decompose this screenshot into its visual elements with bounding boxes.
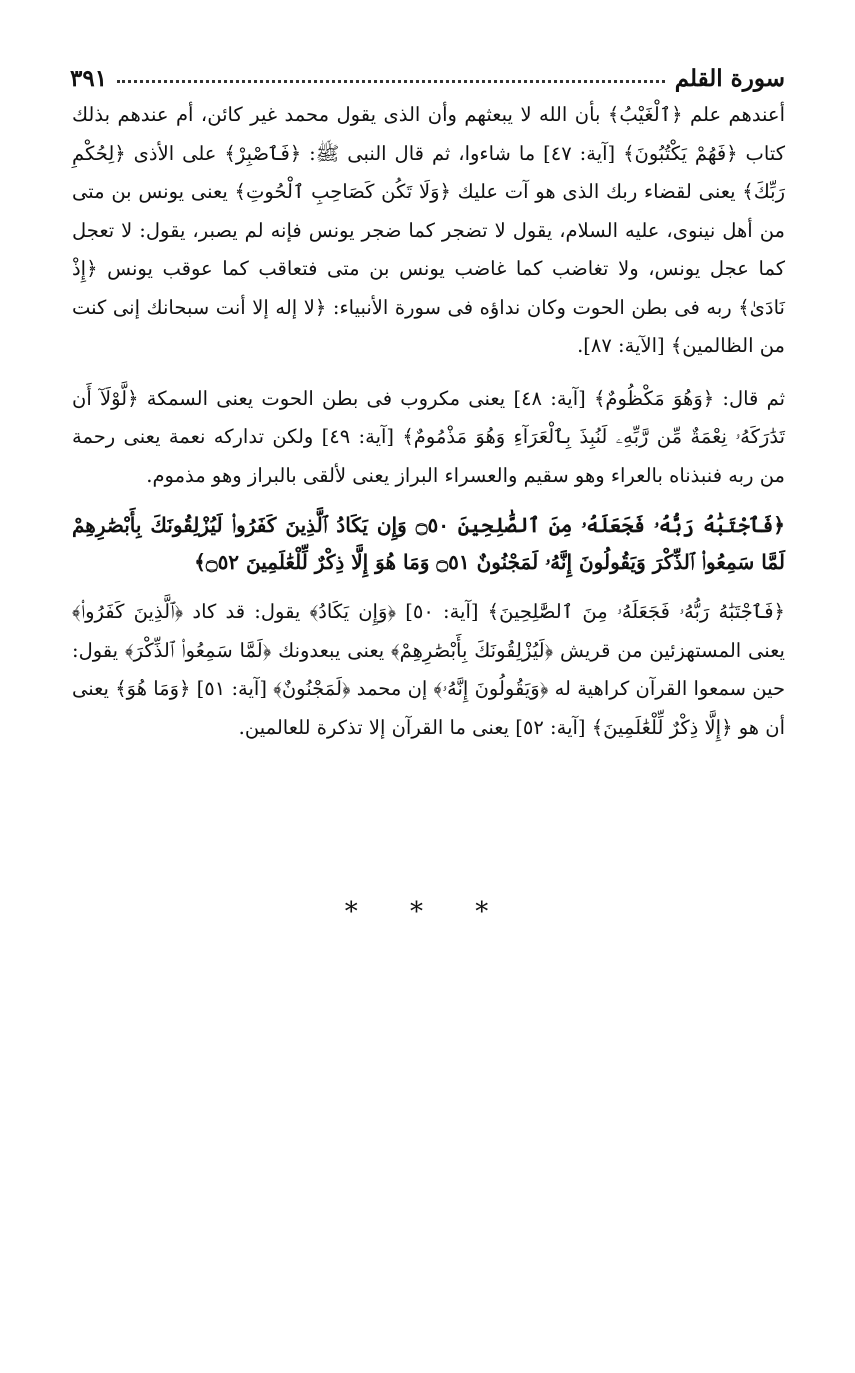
page-body	[72, 96, 785, 747]
page-number: ٣٩١	[70, 65, 108, 92]
paragraph-1: أعندهم علم ﴿ٱلْغَيْبُ﴾ بأن الله لا يبعثهم وأن الذى يقول محمد غير كائن، أم عندهم بذلك كتاب ﴿فَهُمْ يَكْتُبُونَ﴾ [آية: ٤٧] ما شاءوا، ثم قال النبى ﷺ: ﴿فَٱصْبِرْ﴾ على الأذى ﴿لِحُكْمِ رَبِّكَ﴾ يعنى لقضاء ربك الذى هو آت عليك ﴿وَلَا تَكُن كَصَاحِبِ ٱلْحُوتِ﴾ يعنى يونس بن متى من أهل نينوى، عليه السلام، يقول لا تضجر كما ضجر يونس فإنه لم يصبر، يقول: لا تعجل كما عجل يونس، ولا تغاضب كما غاضب يونس بن متى فتعاقب كما عوقب يونس ﴿إِذْ نَادَىٰ﴾ ربه فى بطن الحوت وكان نداؤه فى سورة الأنبياء: ﴿لا إله إلا أنت سبحانك إنى كنت من الظالمين﴾ [الآية: ٨٧].	[72, 103, 785, 357]
surah-title: سورة القلم	[674, 65, 785, 92]
paragraph-2: ثم قال: ﴿وَهُوَ مَكْظُومٌ﴾ [آية: ٤٨] يعنى مكروب فى بطن الحوت يعنى السمكة ﴿لَّوْلَآ أَن تَدَٰرَكَهُۥ نِعْمَةٌ مِّن رَّبِّهِۦ لَنُبِذَ بِٱلْعَرَآءِ وَهُوَ مَذْمُومٌ﴾ [آية: ٤٩] ولكن تداركه نعمة يعنى رحمة من ربه فنبذناه بالعراء وهو سقيم والعسراء البراز يعنى لألقى بالبراز وهو مذموم.	[72, 386, 786, 487]
section-separator: * * *	[344, 897, 511, 927]
quran-verses-block: ﴿فَٱجْتَبَٰهُ رَبُّهُۥ فَجَعَلَهُۥ مِنَ ٱلصَّٰلِحِينَ ۝٥٠ وَإِن يَكَادُ ٱلَّذِينَ كَفَرُوا۟ لَيُزْلِقُونَكَ بِأَبْصَٰرِهِمْ لَمَّا سَمِعُوا۟ ٱلذِّكْرَ وَيَقُولُونَ إِنَّهُۥ لَمَجْنُونٌ ۝٥١ وَمَا هُوَ إِلَّا ذِكْرٌ لِّلْعَٰلَمِينَ ۝٥٢﴾	[72, 513, 785, 574]
header-dotted-leader	[117, 80, 665, 83]
paragraph-4: ﴿فَٱجْتَبَٰهُ رَبُّهُۥ فَجَعَلَهُۥ مِنَ ٱلصَّٰلِحِينَ﴾ [آية: ٥٠] ﴿وَإِن يَكَادُ﴾ يقول: قد كاد ﴿ٱلَّذِينَ كَفَرُوا۟﴾ يعنى المستهزئين من قريش ﴿لَيُزْلِقُونَكَ بِأَبْصَٰرِهِمْ﴾ يعنى يبعدونك ﴿لَمَّا سَمِعُوا۟ ٱلذِّكْرَ﴾ يقول: حين سمعوا القرآن كراهية له ﴿وَيَقُولُونَ إِنَّهُۥ﴾ إن محمد ﴿لَمَجْنُونٌ﴾ [آية: ٥١] ﴿وَمَا هُوَ﴾ يعنى أن هو ﴿إِلَّا ذِكْرٌ لِّلْعَٰلَمِينَ﴾ [آية: ٥٢] يعنى ما القرآن إلا تذكرة للعالمين.	[72, 600, 786, 739]
page-header	[70, 52, 785, 92]
